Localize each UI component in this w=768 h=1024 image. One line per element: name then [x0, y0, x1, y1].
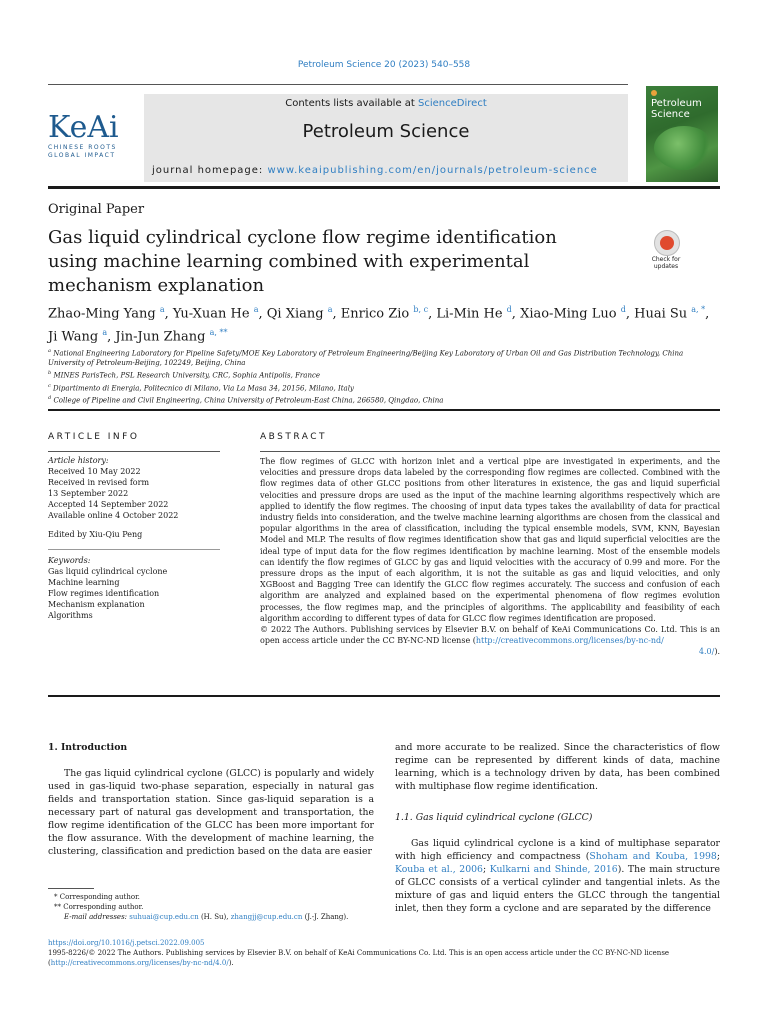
author-affiliation-marker[interactable]: a, ** — [209, 328, 228, 338]
author-name[interactable]: Jin-Jun Zhang — [115, 329, 206, 345]
crossmark-button[interactable] — [648, 230, 684, 268]
citation-separator: ; — [482, 864, 490, 875]
affiliation-item — [48, 346, 720, 368]
affiliation-marker: d — [48, 394, 52, 401]
section-rule — [48, 409, 720, 411]
article-history — [48, 455, 228, 521]
author-affiliation-marker[interactable]: d — [506, 305, 512, 314]
right-paragraph-2-start: Gas liquid cylindrical cyclone is a kind of multiphase separator with high efficiency and compactness ( — [395, 838, 720, 862]
email-line — [48, 912, 378, 922]
abstract-rule — [260, 451, 720, 452]
abstract-copyright-text: © 2022 The Authors. Publishing services by Elsevier B.V. on behalf of KeAi Communications Co. Ltd. This is an open access article under the CC BY-NC-ND license ( — [260, 625, 720, 646]
body-right-column — [395, 741, 720, 915]
publisher-tagline-2: GLOBAL IMPACT — [48, 152, 116, 159]
publisher-logo-word: KeAi — [48, 110, 119, 145]
abstract-body — [260, 456, 720, 658]
author-affiliation-marker[interactable]: a — [327, 305, 333, 314]
cover-title-line-1: Petroleum — [651, 98, 702, 109]
affiliation-item — [48, 368, 720, 380]
homepage-line — [152, 165, 598, 176]
email-link[interactable]: suhuai@cup.edu.cn — [129, 913, 199, 921]
article-title: Gas liquid cylindrical cyclone flow regime identification using machine learning combined with experimental mechanism explanation — [48, 227, 557, 296]
introduction-paragraph: The gas liquid cylindrical cyclone (GLCC) is popularly and widely used in gas-liquid two-phase separation, especially in natural gas fields and transportation station. Since gas-liquid separation is a necessary part of natural gas development and transportation, the flow regime identification of the GLCC has been more important for the flow assurance. With the development of machine learning, the clustering, classification and prediction based on the data are easier — [48, 768, 374, 857]
right-paragraph-1: and more accurate to be realized. Since the characteristics of flow regime can be represented by different kinds of data, machine learning, which is a technology driven by data, has been combined with multiphase flow regime identification. — [395, 742, 720, 792]
cover-title — [651, 98, 702, 120]
keyword-item[interactable]: Mechanism explanation — [48, 600, 145, 609]
introduction-heading: 1. Introduction — [48, 742, 128, 753]
abstract-license-link[interactable]: http://creativecommons.org/licenses/by-nc-nd/ — [475, 636, 664, 646]
license-open: ( — [48, 959, 51, 967]
license-link[interactable]: http://creativecommons.org/licenses/by-nc-nd/4.0/ — [50, 959, 229, 967]
right-paragraph-2 — [395, 837, 720, 915]
history-item: Available online 4 October 2022 — [48, 511, 179, 520]
contents-line — [144, 98, 628, 109]
crossmark-icon-inner — [660, 236, 674, 250]
abstract-license-close: ). — [714, 647, 720, 657]
cover-emblem-icon — [651, 90, 657, 96]
doi-link[interactable]: https://doi.org/10.1016/j.petsci.2022.09.005 — [48, 939, 205, 947]
author-name[interactable]: Qi Xiang — [266, 306, 324, 322]
email-link[interactable]: zhangjj@cup.edu.cn — [230, 913, 303, 921]
keyword-item[interactable]: Gas liquid cylindrical cyclone — [48, 567, 168, 576]
author-name[interactable]: Yu-Xuan He — [172, 306, 250, 322]
crossmark-icon — [654, 230, 680, 256]
author-list: Zhao-Ming Yang $^a$, Yu-Xuan He $^a$, Qi Xiang $^a$, Enrico Zio $^{b, c}$, Li-Min He $^d$, Xiao-Ming Luo $^d$, Huai Su $^{a, *}$, Ji Wang $^a$, Jin-Jun Zhang $^{a, **}$ — [48, 305, 710, 345]
cover-title-line-2: Science — [651, 109, 690, 120]
corresponding-author-1: * Corresponding author. — [54, 893, 140, 901]
author-name[interactable]: Xiao-Ming Luo — [520, 306, 617, 322]
keywords-label: Keywords: — [48, 556, 91, 565]
article-info-heading: ARTICLE INFO — [48, 432, 140, 442]
article-info-rule — [48, 451, 220, 452]
history-item: Received 10 May 2022 — [48, 467, 141, 476]
history-item: Accepted 14 September 2022 — [48, 500, 169, 509]
publisher-tagline-1: CHINESE ROOTS — [48, 144, 117, 151]
keyword-item[interactable]: Algorithms — [48, 611, 93, 620]
publication-footer — [48, 938, 720, 968]
author-name[interactable]: Zhao-Ming Yang — [48, 306, 156, 322]
cover-artwork — [654, 126, 714, 170]
edited-by: Edited by Xiu-Qiu Peng — [48, 530, 143, 539]
author-name[interactable]: Li-Min He — [436, 306, 503, 322]
corresponding-author-2: ** Corresponding author. — [54, 903, 144, 911]
footnote-rule — [48, 888, 94, 889]
history-item: 13 September 2022 — [48, 489, 129, 498]
footnotes — [48, 892, 378, 922]
author-affiliation-marker[interactable]: b, c — [413, 305, 429, 314]
publisher-logo[interactable] — [48, 112, 138, 160]
affiliation-list — [48, 346, 720, 405]
body-rule — [48, 695, 720, 697]
keyword-item[interactable]: Machine learning — [48, 578, 120, 587]
right-paragraph-2-end: ). The main structure of GLCC consists of a vertical cylinder and tangential inlets. As the mixture of gas and liquid enters the GLCC through the tangential inlet, then they form a cyclone and are separated by the difference — [395, 864, 720, 914]
keyword-item[interactable]: Flow regimes identification — [48, 589, 160, 598]
affiliation-text: MINES ParisTech, PSL Research University, CRC, Sophia Antipolis, France — [53, 371, 321, 380]
affiliation-marker: b — [48, 370, 52, 377]
article-type: Original Paper — [48, 202, 145, 217]
affiliation-text: Dipartimento di Energia, Politecnico di Milano, Via La Masa 34, 20156, Milano, Italy — [53, 383, 354, 392]
affiliation-text: College of Pipeline and Civil Engineering, China University of Petroleum-East China, 266580, Qingdao, China — [53, 396, 444, 405]
journal-reference-link[interactable]: Petroleum Science 20 (2023) 540–558 — [297, 60, 471, 70]
email-owner: (H. Su), — [198, 913, 231, 921]
author-name[interactable]: Huai Su — [634, 306, 688, 322]
edited-rule — [48, 549, 220, 550]
abstract-heading: ABSTRACT — [260, 432, 328, 442]
keyword-list — [48, 566, 228, 621]
email-owner: (J.-J. Zhang). — [302, 913, 349, 921]
affiliation-item — [48, 393, 720, 405]
author-affiliation-marker[interactable]: d — [620, 305, 626, 314]
issn-line: 1995-8226/© 2022 The Authors. Publishing services by Elsevier B.V. on behalf of KeAi Communications Co. Ltd. This is an open access article under the CC BY-NC-ND license — [48, 949, 670, 957]
citation-link[interactable]: Kouba et al., 2006 — [395, 864, 483, 875]
author-affiliation-marker[interactable]: a — [253, 305, 259, 314]
author-name[interactable]: Ji Wang — [48, 329, 99, 345]
subsection-heading: 1.1. Gas liquid cylindrical cyclone (GLCC) — [395, 812, 593, 823]
sciencedirect-link[interactable]: ScienceDirect — [418, 98, 487, 109]
body-left-column — [48, 741, 374, 858]
keywords — [48, 555, 228, 621]
history-label: Article history: — [48, 456, 109, 465]
history-item: Received in revised form — [48, 478, 150, 487]
contents-prefix: Contents lists available at — [285, 98, 415, 109]
journal-title: Petroleum Science — [302, 121, 470, 142]
top-rule — [48, 84, 628, 85]
affiliation-item — [48, 381, 720, 393]
affiliation-marker: a — [48, 348, 51, 354]
affiliation-text: National Engineering Laboratory for Pipeline Safety/MOE Key Laboratory of Petroleum Engineering/Beijing Key Laboratory of Urban Oil and Gas Distribution Technology, China University of Petroleum-Beijing, 102249, Beijing, China — [48, 349, 684, 368]
journal-cover-image[interactable] — [646, 86, 718, 182]
author-affiliation-marker[interactable]: a — [159, 305, 165, 314]
author-affiliation-marker[interactable]: a, * — [691, 305, 706, 314]
affiliation-marker: c — [48, 382, 51, 389]
abstract-license-link-end[interactable]: 4.0/ — [698, 647, 715, 657]
abstract-text: The flow regimes of GLCC with horizon inlet and a vertical pipe are investigated in experiments, and the velocities and pressure drops data labeled by the corresponding flow regimes are collected. Combined with the flow regimes data of other GLCC positions from other literatures in existence, the gas and liquid superficial velocities and pressure drops are used as the input of the machine learning algorithms respectively which are applied to identify the flow regimes. The choosing of input data types takes the availability of data for practical industry fields into consideration, and the twelve machine learning algorithms are chosen from the classical and popular algorithms in the area of classification, including the typical ensemble models, SVM, KNN, Bayesian Model and MLP. The results of flow regimes identification show that gas and liquid superficial velocities are the ideal type of input data for the flow regimes identification by machine learning. Most of the ensemble models can identify the flow regimes of GLCC by gas and liquid velocities with the accuracy of 0.99 and more. For the pressure drops as the input of each algorithm, it is not the suitable as gas and liquid velocities, and only XGBoost and Bagging Tree can identify the GLCC flow regimes accurately. The success and confusion of each algorithm are analyzed and explained based on the experimental phenomena of flow regimes evolution processes, the flow regimes map, and the principles of algorithms. The applicability and feasibility of each algorithm according to different types of data for GLCC flow regimes identification are proposed. — [260, 457, 720, 623]
license-line — [48, 958, 720, 968]
crossmark-label: Check for updates — [651, 256, 681, 270]
homepage-link[interactable]: www.keaipublishing.com/en/journals/petroleum-science — [267, 165, 598, 176]
author-affiliation-marker[interactable]: a — [102, 328, 108, 338]
email-label: E-mail addresses: — [64, 913, 128, 921]
citation-separator: ; — [716, 851, 720, 862]
abstract-license-tail — [260, 646, 720, 657]
history-list — [48, 466, 228, 521]
abstract-copyright — [260, 624, 720, 646]
homepage-prefix: journal homepage: — [152, 165, 264, 176]
license-close: ). — [228, 959, 234, 967]
author-name[interactable]: Enrico Zio — [340, 306, 410, 322]
citation-link[interactable]: Shoham and Kouba, 1998 — [589, 851, 717, 862]
citation-link[interactable]: Kulkarni and Shinde, 2016 — [489, 864, 618, 875]
header-rule — [48, 186, 720, 189]
